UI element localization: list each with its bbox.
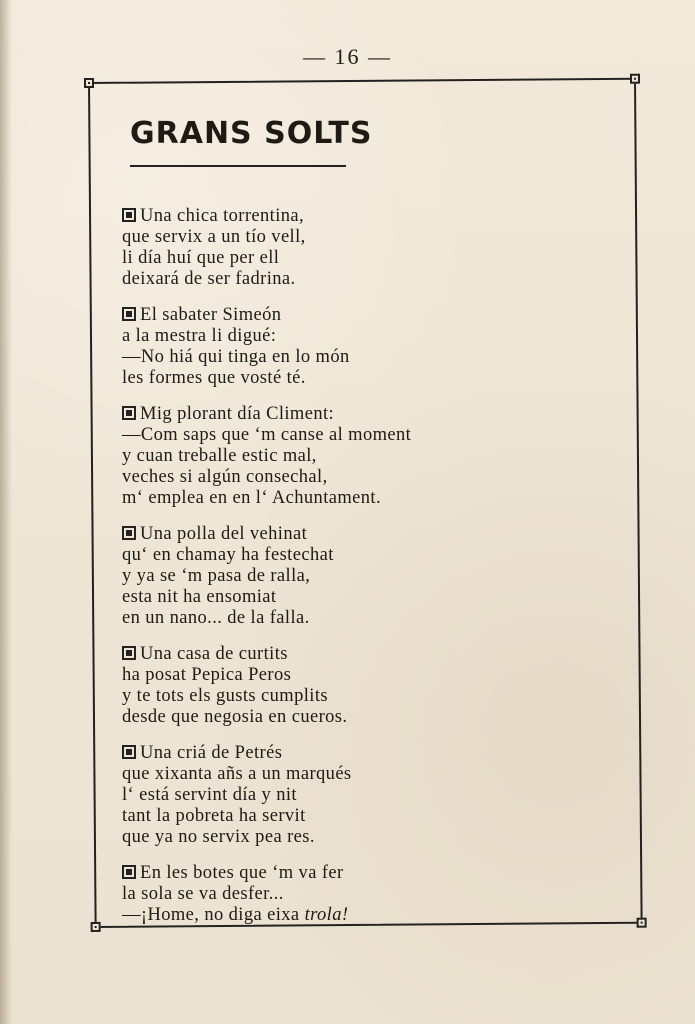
stanza-line: y ya se ‘m pasa de ralla,	[122, 566, 311, 586]
square-bullet-icon	[122, 646, 136, 660]
frame-corner-icon	[630, 74, 640, 84]
square-bullet-icon	[122, 307, 136, 321]
poem-list	[122, 206, 542, 941]
square-bullet-icon	[122, 406, 136, 420]
stanza-line: deixará de ser fadrina.	[122, 269, 296, 289]
stanza-line: Una chica torrentina,	[122, 206, 542, 227]
stanza-line: Una casa de curtits	[122, 644, 542, 665]
italic-word: trola!	[304, 905, 349, 925]
page-title: GRANS SOLTS	[130, 116, 373, 151]
title-underline	[130, 165, 346, 167]
stanza	[122, 524, 542, 629]
stanza	[122, 206, 542, 290]
stanza-line: Una criá de Petrés	[122, 743, 542, 764]
stanza-line: —No hiá qui tinga en lo món	[122, 347, 350, 367]
stanza-line: —¡Home, no diga eixa trola!	[122, 905, 349, 925]
stanza-line: li día huí que per ell	[122, 248, 280, 268]
stanza-line: desde que negosia en cueros.	[122, 707, 348, 727]
stanza	[122, 305, 542, 389]
stanza-line: que servix a un tío vell,	[122, 227, 306, 247]
stanza-line: en un nano... de la falla.	[122, 608, 310, 628]
stanza-line: Mig plorant día Climent:	[122, 404, 542, 425]
page-spine-shadow	[0, 0, 12, 1024]
stanza-line: ha posat Pepica Peros	[122, 665, 292, 685]
stanza	[122, 863, 542, 926]
stanza-line: y te tots els gusts cumplits	[122, 686, 328, 706]
frame-corner-icon	[637, 918, 647, 928]
square-bullet-icon	[122, 526, 136, 540]
stanza-line: l‘ está servint día y nit	[122, 785, 297, 805]
stanza-line: esta nit ha ensomiat	[122, 587, 277, 607]
stanza-line: qu‘ en chamay ha festechat	[122, 545, 334, 565]
stanza-line: veches si algún consechal,	[122, 467, 328, 487]
frame-corner-icon	[91, 922, 101, 932]
page-number: — 16 —	[303, 44, 392, 69]
stanza-line: la sola se va desfer...	[122, 884, 284, 904]
square-bullet-icon	[122, 865, 136, 879]
stanza	[122, 404, 542, 509]
stanza-line: a la mestra li digué:	[122, 326, 277, 346]
square-bullet-icon	[122, 745, 136, 759]
stanza	[122, 644, 542, 728]
stanza	[122, 743, 542, 848]
stanza-line: El sabater Simeón	[122, 305, 542, 326]
frame-corner-icon	[84, 78, 94, 88]
stanza-line: m‘ emplea en en l‘ Achuntament.	[122, 488, 381, 508]
stanza-line: Una polla del vehinat	[122, 524, 542, 545]
stanza-line: tant la pobreta ha servit	[122, 806, 306, 826]
stanza-line: —Com saps que ‘m canse al moment	[122, 425, 412, 445]
stanza-line: que xixanta añs a un marqués	[122, 764, 352, 784]
stanza-line: que ya no servix pea res.	[122, 827, 315, 847]
stanza-line: les formes que vosté té.	[122, 368, 306, 388]
stanza-line: En les botes que ‘m va fer	[122, 863, 542, 884]
stanza-line: y cuan treballe estic mal,	[122, 446, 317, 466]
square-bullet-icon	[122, 208, 136, 222]
